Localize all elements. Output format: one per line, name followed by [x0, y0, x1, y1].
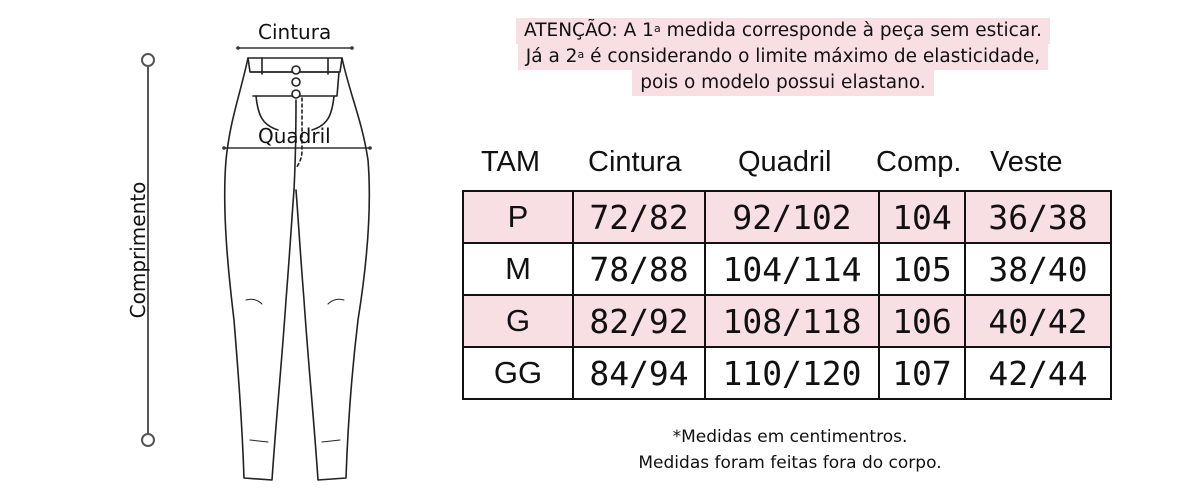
elasticity-notice — [488, 18, 1078, 96]
table-row — [463, 347, 1111, 399]
hip-label: Quadril — [258, 124, 331, 148]
length-cell: 104 — [879, 191, 965, 243]
header-size: TAM — [481, 146, 541, 178]
note-units: *Medidas em centimentros. — [672, 427, 908, 447]
notice-line-3: pois o modelo possui elastano. — [632, 70, 934, 96]
hip-cell: 110/120 — [705, 347, 879, 399]
waist-cell: 78/88 — [573, 243, 705, 295]
measurement-notes — [560, 424, 1020, 476]
length-label: Comprimento — [126, 181, 150, 319]
length-ruler-top-handle — [142, 54, 154, 66]
hip-cell: 92/102 — [705, 191, 879, 243]
hip-cell: 104/114 — [705, 243, 879, 295]
jeans-drawing — [0, 0, 420, 500]
waist-cell: 82/92 — [573, 295, 705, 347]
notice-line-2: Já a 2$^a$ é considerando o limite máximo de elasticidade, — [518, 44, 1048, 70]
table-row — [463, 191, 1111, 243]
header-fits: Veste — [990, 146, 1063, 178]
size-table — [462, 190, 1112, 400]
table-row — [463, 295, 1111, 347]
header-hip: Quadril — [738, 146, 832, 178]
size-cell: GG — [463, 347, 573, 399]
waist-label: Cintura — [258, 20, 332, 44]
fits-cell: 36/38 — [965, 191, 1111, 243]
length-cell: 106 — [879, 295, 965, 347]
fits-cell: 38/40 — [965, 243, 1111, 295]
button-icons — [292, 66, 300, 98]
fits-cell: 40/42 — [965, 295, 1111, 347]
hip-cell: 108/118 — [705, 295, 879, 347]
table-row — [463, 243, 1111, 295]
size-cell: G — [463, 295, 573, 347]
pants-illustration — [0, 0, 420, 500]
fits-cell: 42/44 — [965, 347, 1111, 399]
waist-cell: 84/94 — [573, 347, 705, 399]
header-length: Comp. — [876, 146, 962, 178]
header-waist: Cintura — [588, 146, 682, 178]
length-ruler-bottom-handle — [142, 434, 154, 446]
notice-line-1: ATENÇÃO: A 1$^a$ medida corresponde à peça sem esticar. — [516, 18, 1050, 44]
size-cell: P — [463, 191, 573, 243]
length-cell: 105 — [879, 243, 965, 295]
note-method: Medidas foram feitas fora do corpo. — [638, 453, 942, 473]
size-cell: M — [463, 243, 573, 295]
length-cell: 107 — [879, 347, 965, 399]
waist-cell: 72/82 — [573, 191, 705, 243]
